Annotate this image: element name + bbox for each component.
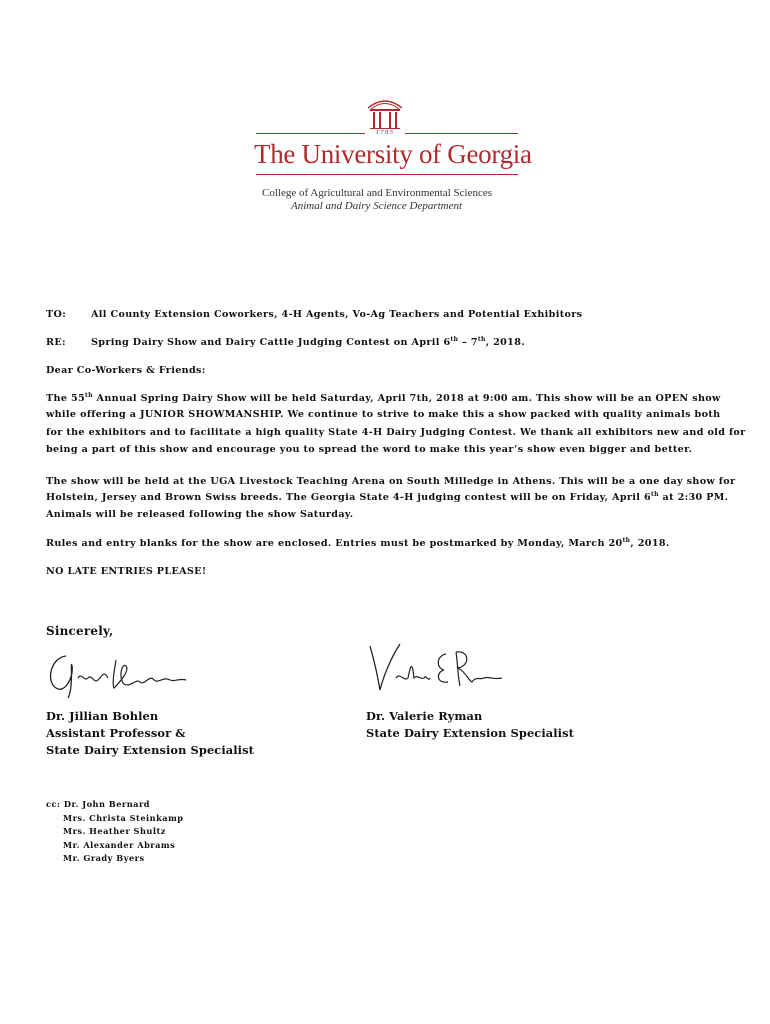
cc-item: Mrs. Christa Steinkamp [63, 812, 184, 823]
re-label: RE: [46, 337, 66, 348]
paragraph-1-line-1: The 55th Annual Spring Dairy Show will be held Saturday, April 7th, 2018 at 9:00 am. This show will be an OPEN show [46, 391, 721, 404]
signature-bohlen-icon [44, 648, 194, 700]
cc-item: Mr. Grady Byers [63, 853, 145, 863]
paragraph-2-line-1: The show will be held at the UGA Livestock Teaching Arena on South Milledge in Athens. This will be a one day show for [46, 476, 736, 487]
letterhead-rule [256, 174, 518, 175]
re-value: Spring Dairy Show and Dairy Cattle Judging Contest on April 6th – 7th, 2018. [91, 335, 525, 348]
to-label: TO: [46, 309, 67, 320]
founding-year: 1785 [365, 129, 405, 136]
cc-item: cc: Dr. John Bernard [46, 799, 151, 809]
signer-2-title-1: State Dairy Extension Specialist [366, 726, 574, 740]
signer-2 [366, 708, 574, 742]
paragraph-1-line-3: for the exhibitors and to facilitate a high quality State 4-H Dairy Judging Contest. We thank all exhibitors new and old for [46, 427, 746, 438]
to-value: All County Extension Coworkers, 4-H Agents, Vo-Ag Teachers and Potential Exhibitors [91, 309, 583, 320]
paragraph-2-line-3: Animals will be released following the show Saturday. [46, 509, 354, 520]
signer-1-title-2: State Dairy Extension Specialist [46, 743, 254, 757]
no-late-entries: NO LATE ENTRIES PLEASE! [46, 566, 207, 577]
signer-1-name: Dr. Jillian Bohlen [46, 709, 159, 723]
signer-1 [46, 708, 254, 759]
cc-item: Mr. Alexander Abrams [63, 839, 176, 850]
signature-ryman-icon [366, 638, 506, 698]
university-name: The University of Georgia [254, 139, 532, 169]
signer-2-name: Dr. Valerie Ryman [366, 709, 483, 723]
cc-list [46, 798, 183, 866]
greeting: Dear Co-Workers & Friends: [46, 365, 206, 376]
college-name: College of Agricultural and Environmental Sciences [262, 187, 493, 199]
paragraph-1-line-2: while offering a JUNIOR SHOWMANSHIP. We continue to strive to make this a show packed with quality animals both [46, 409, 721, 420]
sincerely: Sincerely, [46, 624, 114, 638]
paragraph-3: Rules and entry blanks for the show are enclosed. Entries must be postmarked by Monday, March 20th, 2018. [46, 536, 670, 549]
signer-1-title-1: Assistant Professor & [46, 726, 186, 740]
paragraph-2-line-2: Holstein, Jersey and Brown Swiss breeds. The Georgia State 4-H judging contest will be on Friday, April 6th at 2:30 PM. [46, 490, 729, 503]
paragraph-1-line-4: being a part of this show and encourage you to spread the word to make this year’s show even bigger and better. [46, 444, 693, 455]
cc-item: Mrs. Heather Shultz [63, 826, 166, 836]
department-name: Animal and Dairy Science Department [291, 200, 463, 212]
